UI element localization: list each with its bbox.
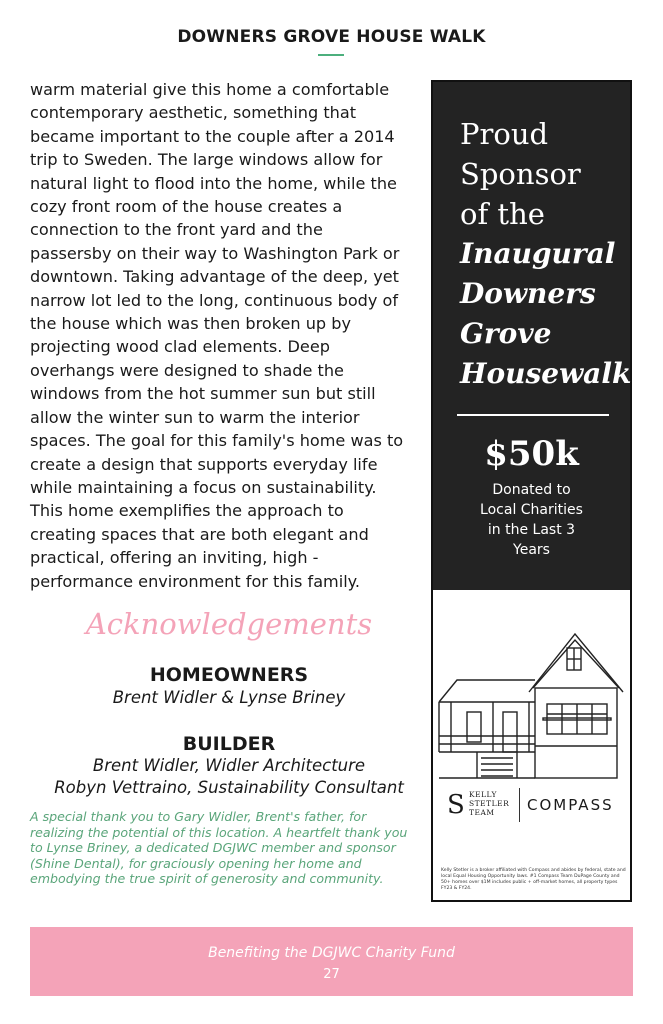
ad-amount: $50k	[484, 434, 579, 474]
team-name-line: TEAM	[469, 808, 495, 817]
ad-donated-line: in the Last 3	[487, 522, 576, 538]
house-illustration-icon	[437, 612, 629, 782]
homeowners-heading: HOMEOWNERS	[149, 664, 309, 686]
body-line: connection to the front yard and the	[30, 220, 323, 240]
thanks-line: A special thank you to Gary Widler, Brent's father, for	[30, 809, 367, 824]
homeowners-names: Brent Widler & Lynse Briney	[112, 688, 346, 707]
body-line: became important to the couple after a 2014	[30, 126, 395, 146]
ad-donated-line: Donated to	[492, 482, 571, 498]
body-line: allow the winter sun to warm the interior	[30, 407, 360, 427]
page-header: DOWNERS GROVE HOUSE WALK	[177, 27, 486, 47]
brand-logos	[447, 786, 627, 826]
acknowledgements-title: Acknowledgements	[85, 607, 373, 641]
thanks-line: to Lynse Briney, a dedicated DGJWC member and sponsor	[30, 840, 396, 855]
body-line: creating spaces that are both elegant and	[30, 524, 369, 544]
body-line: contemporary aesthetic, something that	[30, 103, 357, 123]
kelly-stetler-logo-icon: S	[447, 790, 465, 820]
ad-disclaimer: Kelly Stetler is a broker affiliated with Compass and abides by federal, state and local Equal Housing Opportunity laws. #1 Compass Team DuPage County and 50+ homes over $1M includes public + off-market homes, all property types FY23 & FY24.	[441, 868, 626, 891]
page-number: 27	[323, 967, 340, 982]
ad-donated-line: Local Charities	[480, 502, 583, 518]
body-line: warm material give this home a comfortable	[30, 80, 390, 99]
body-line: cozy front room of the house creates a	[30, 197, 343, 217]
builder-heading: BUILDER	[182, 733, 276, 755]
body-line: narrow lot led to the long, continuous body of	[30, 290, 399, 310]
ad-donated-text	[433, 480, 630, 560]
body-line: This home exemplifies the approach to	[30, 501, 344, 521]
builder-line-2: Robyn Vettraino, Sustainability Consultant	[54, 778, 404, 797]
body-line: natural light to flood into the home, while the	[30, 173, 397, 193]
team-name-line: STETLER	[469, 799, 510, 808]
body-line: trip to Sweden. The large windows allow for	[30, 150, 383, 170]
sponsor-ad	[431, 80, 632, 902]
kelly-stetler-team-text	[469, 790, 509, 817]
ad-line-downers: Downers	[460, 277, 596, 310]
footer-text: Benefiting the DGJWC Charity Fund	[208, 945, 455, 961]
body-line: the house which was then broken up by	[30, 314, 351, 334]
body-line: passersby on their way to Washington Park or	[30, 243, 400, 263]
ad-line-of-the: of the	[460, 197, 545, 231]
body-line: create a design that supports everyday life	[30, 454, 378, 474]
body-line: downtown. Taking advantage of the deep, yet	[30, 267, 399, 287]
thanks-line: realizing the potential of this location. A heartfelt thank you	[30, 824, 408, 840]
builder-line-1: Brent Widler, Widler Architecture	[92, 756, 366, 775]
body-line: spaces. The goal for this family's home was to	[30, 431, 404, 451]
thanks-line: (Shine Dental), for graciously opening her home and	[30, 855, 362, 871]
article-body	[30, 78, 428, 593]
body-line: practical, offering an inviting, high -	[30, 548, 319, 568]
ad-line-inaugural: Inaugural	[460, 237, 616, 270]
ad-line-proud: Proud	[460, 117, 549, 151]
body-line: performance environment for this family.	[30, 571, 361, 591]
body-line: windows from the hot summer sun but still	[30, 384, 376, 404]
body-line: projecting wood clad elements. Deep	[30, 337, 330, 357]
page-footer	[30, 927, 633, 996]
ad-line-housewalk: Housewalk	[460, 357, 632, 390]
ad-line-sponsor: Sponsor	[460, 157, 581, 191]
body-line: while maintaining a focus on sustainability.	[30, 477, 377, 497]
compass-logo: COMPASS	[527, 796, 614, 814]
sponsor-ad-banner	[433, 82, 630, 590]
ad-divider	[457, 414, 609, 416]
ad-donated-line: Years	[513, 542, 550, 558]
ad-line-grove: Grove	[460, 317, 552, 350]
brand-divider	[519, 788, 520, 822]
body-line: overhangs were designed to shade the	[30, 360, 344, 380]
thank-you-note	[30, 809, 428, 887]
thanks-line: embodying the true spirit of generosity and community.	[30, 871, 384, 886]
header-divider	[318, 54, 344, 56]
team-name-line: KELLY	[469, 790, 498, 799]
